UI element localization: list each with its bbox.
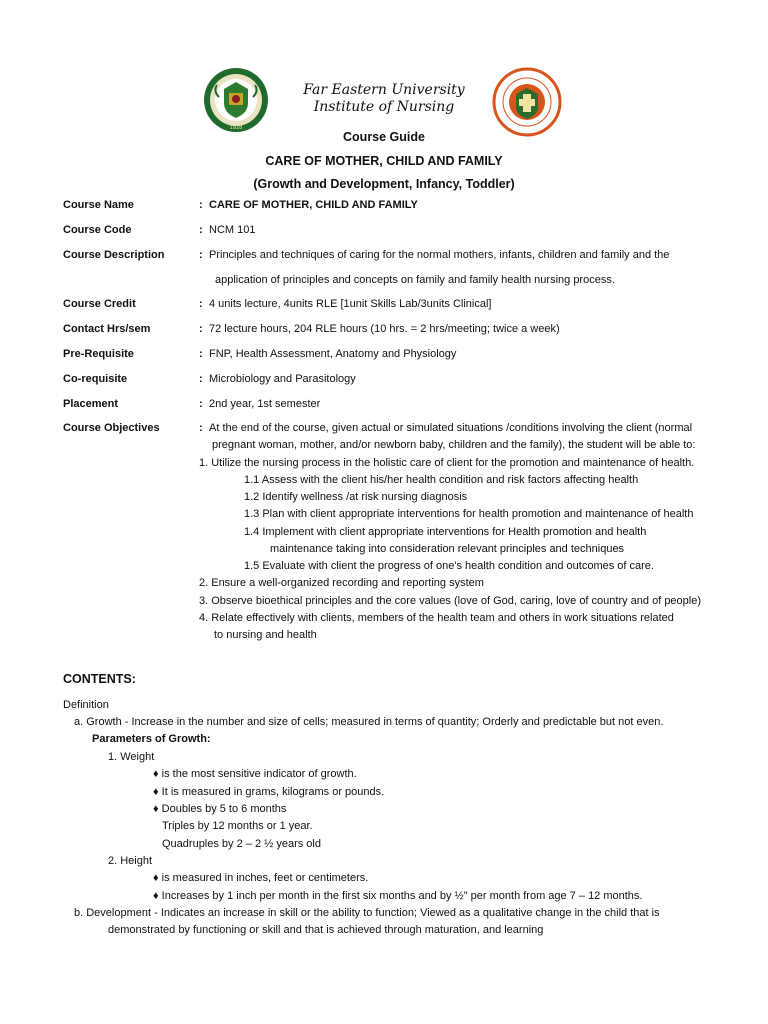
course-objectives-value: At the end of the course, given actual or simulated situations /conditions involving the client (normal [209, 422, 693, 434]
placement-value: 2nd year, 1st semester [209, 398, 321, 410]
course-subtitle: (Growth and Development, Infancy, Toddler) [253, 177, 515, 191]
placement-label: Placement [63, 398, 119, 410]
course-objectives-value-cont: pregnant woman, mother, and/or newborn baby, children and the family), the student will be able to: [212, 439, 696, 451]
colon: : [199, 398, 203, 410]
prerequisite-label: Pre-Requisite [63, 348, 134, 360]
colon: : [199, 348, 203, 360]
development-definition-cont: demonstrated by functioning or skill and that is achieved through maturation, and learning [108, 924, 544, 936]
parameters-heading: Parameters of Growth: [92, 733, 211, 745]
objective-item: 4. Relate effectively with clients, members of the health team and others in work situations related [199, 612, 674, 624]
course-credit-value: 4 units lecture, 4units RLE [1unit Skills Lab/3units Clinical] [209, 298, 492, 310]
contact-hours-value: 72 lecture hours, 204 RLE hours (10 hrs. = 2 hrs/meeting; twice a week) [209, 323, 560, 335]
height-item: ♦ Increases by 1 inch per month in the first six months and by ½" per month from age 7 – 12 months. [153, 890, 643, 902]
colon: : [199, 199, 203, 211]
objective-item: to nursing and health [214, 629, 317, 641]
height-item: ♦ is measured in inches, feet or centimeters. [153, 872, 369, 884]
weight-item: Quadruples by 2 – 2 ½ years old [162, 838, 321, 850]
nursing-seal-icon [492, 67, 562, 137]
colon: : [199, 224, 203, 236]
prerequisite-value: FNP, Health Assessment, Anatomy and Physiology [209, 348, 457, 360]
colon: : [199, 422, 203, 434]
objective-item: 2. Ensure a well-organized recording and reporting system [199, 577, 484, 589]
objective-item: 1.3 Plan with client appropriate interventions for health promotion and maintenance of health [244, 508, 694, 520]
weight-item: ♦ Doubles by 5 to 6 months [153, 803, 287, 815]
course-code-label: Course Code [63, 224, 132, 236]
objective-item: 3. Observe bioethical principles and the core values (love of God, caring, love of country and of people) [199, 595, 702, 607]
objective-item: 1.4 Implement with client appropriate interventions for Health promotion and health [244, 526, 647, 538]
objective-item: maintenance taking into consideration relevant principles and techniques [270, 543, 625, 555]
colon: : [199, 323, 203, 335]
objective-item: 1.2 Identify wellness /at risk nursing diagnosis [244, 491, 468, 503]
institute-name: Institute of Nursing [313, 99, 455, 115]
definition-label: Definition [63, 699, 109, 711]
svg-text:1928: 1928 [229, 125, 243, 131]
corequisite-label: Co-requisite [63, 373, 128, 385]
course-main-title: CARE OF MOTHER, CHILD AND FAMILY [265, 154, 503, 168]
weight-heading: 1. Weight [108, 751, 155, 763]
course-code-value: NCM 101 [209, 224, 256, 236]
course-credit-label: Course Credit [63, 298, 136, 310]
objective-item: 1. Utilize the nursing process in the holistic care of client for the promotion and maintenance of health. [199, 457, 695, 469]
objective-item: 1.1 Assess with the client his/her health condition and risk factors affecting health [244, 474, 639, 486]
height-heading: 2. Height [108, 855, 153, 867]
objective-item: 1.5 Evaluate with client the progress of one's health condition and outcomes of care. [244, 560, 654, 572]
course-name-value: CARE OF MOTHER, CHILD AND FAMILY [209, 199, 418, 211]
colon: : [199, 249, 203, 261]
weight-item: ♦ It is measured in grams, kilograms or pounds. [153, 786, 385, 798]
course-description-label: Course Description [63, 249, 165, 261]
weight-item: ♦ is the most sensitive indicator of growth. [153, 768, 357, 780]
course-guide-title: Course Guide [343, 130, 425, 144]
colon: : [199, 298, 203, 310]
course-description-value-cont: application of principles and concepts on family and family health nursing process. [215, 274, 615, 286]
course-name-label: Course Name [63, 199, 134, 211]
contact-hours-label: Contact Hrs/sem [63, 323, 151, 335]
corequisite-value: Microbiology and Parasitology [209, 373, 356, 385]
course-description-value: Principles and techniques of caring for the normal mothers, infants, children and family and the [209, 249, 670, 261]
weight-item: Triples by 12 months or 1 year. [162, 820, 313, 832]
contents-heading: CONTENTS: [63, 672, 136, 686]
development-definition: b. Development - Indicates an increase in skill or the ability to function; Viewed as a qualitative change in the child that is [74, 907, 660, 919]
colon: : [199, 373, 203, 385]
university-name: Far Eastern University [303, 82, 465, 98]
growth-definition: a. Growth - Increase in the number and size of cells; measured in terms of quantity; Orderly and predictable but not even. [74, 716, 664, 728]
course-objectives-label: Course Objectives [63, 422, 160, 434]
